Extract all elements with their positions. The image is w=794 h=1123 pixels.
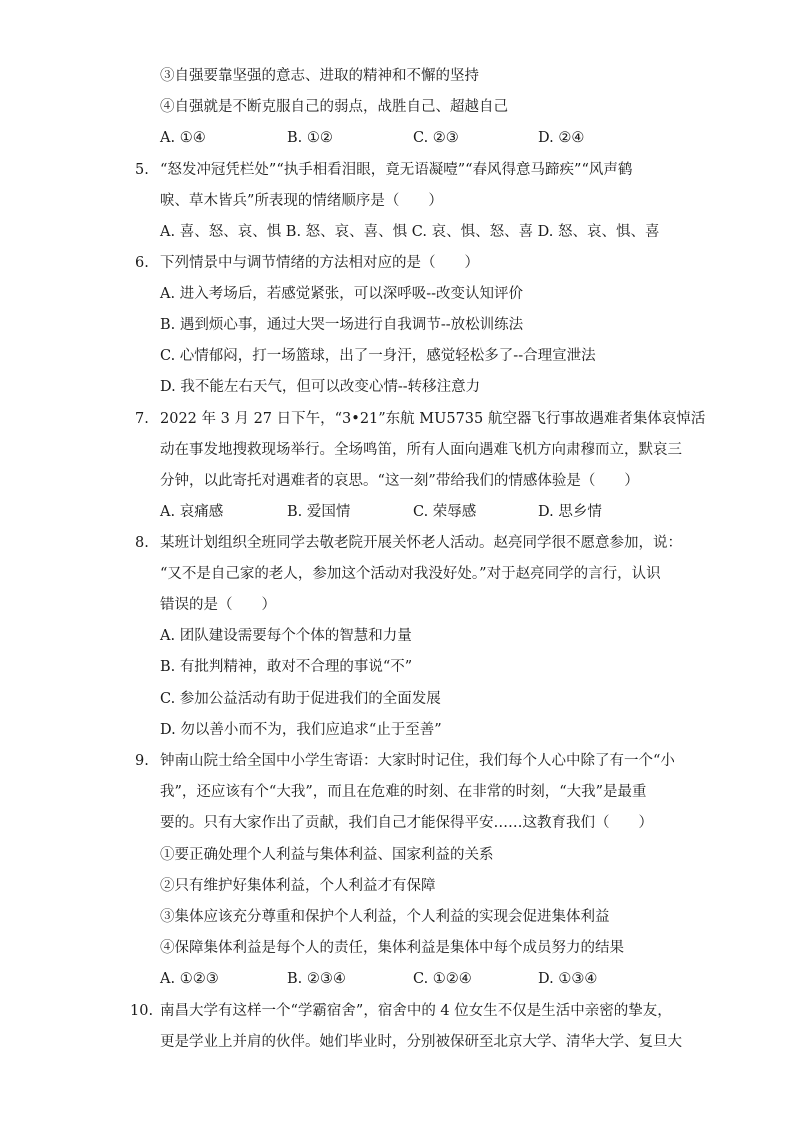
q9-statement-4: ④保障集体利益是每个人的责任，集体利益是集体中每个成员努力的结果	[160, 940, 624, 956]
q6-stem: 下列情景中与调节情绪的方法相对应的是（ ）	[160, 255, 479, 271]
q6-option-b: B. 遇到烦心事，通过大哭一场进行自我调节--放松训练法	[160, 317, 524, 333]
q10-number: 10.	[130, 1003, 154, 1019]
q8-option-c: C. 参加公益活动有助于促进我们的全面发展	[160, 691, 441, 707]
q9-statement-1: ①要正确处理个人利益与集体利益、国家利益的关系	[160, 847, 494, 863]
q4-statement-4: ④自强就是不断克服自己的弱点，战胜自己、超越自己	[160, 99, 508, 115]
q9-statement-3: ③集体应该充分尊重和保护个人利益，个人利益的实现会促进集体利益	[160, 909, 610, 925]
q5-number: 5.	[135, 162, 149, 178]
q7-stem-line-1: 2022 年 3 月 27 日下午，“3•21”东航 MU5735 航空器飞行事故遇难者集体哀悼活	[160, 411, 706, 427]
q9-stem-line-1: 钟南山院士给全国中小学生寄语：大家时时记住，我们每个人心中除了有一个“小	[160, 753, 675, 769]
q9-option-c: C. ①②④	[413, 971, 472, 987]
q7-option-b: B. 爱国情	[287, 504, 351, 520]
q7-option-c: C. 荣辱感	[413, 504, 477, 520]
q7-number: 7.	[135, 411, 149, 427]
q6-option-c: C. 心情郁闷，打一场篮球，出了一身汗，感觉轻松多了--合理宣泄法	[160, 348, 596, 364]
q7-option-a: A. 哀痛感	[160, 504, 224, 520]
q6-number: 6.	[135, 255, 149, 271]
q4-option-c: C. ②③	[413, 130, 459, 146]
q10-stem-line-2: 更是学业上并肩的伙伴。她们毕业时，分别被保研至北京大学、清华大学、复旦大	[160, 1034, 682, 1050]
q4-option-a: A. ①④	[160, 130, 206, 146]
q9-option-a: A. ①②③	[160, 971, 219, 987]
q6-option-a: A. 进入考场后，若感觉紧张，可以深呼吸--改变认知评价	[160, 286, 523, 302]
q5-options: A. 喜、怒、哀、惧 B. 怒、哀、喜、惧 C. 哀、惧、怒、喜 D. 怒、哀、惧、喜	[160, 224, 660, 240]
q9-statement-2: ②只有维护好集体利益，个人利益才有保障	[160, 878, 436, 894]
q6-option-d: D. 我不能左右天气，但可以改变心情--转移注意力	[160, 379, 481, 395]
q8-stem-line-1: 某班计划组织全班同学去敬老院开展关怀老人活动。赵亮同学很不愿意参加，说：	[160, 535, 682, 551]
q4-option-b: B. ①②	[287, 130, 333, 146]
q10-stem-line-1: 南昌大学有这样一个“学霸宿舍”，宿舍中的 4 位女生不仅是生活中亲密的挚友，	[160, 1003, 672, 1019]
q9-number: 9.	[135, 753, 149, 769]
q4-option-d: D. ②④	[538, 130, 585, 146]
q4-statement-3: ③自强要靠坚强的意志、进取的精神和不懈的坚持	[160, 68, 479, 84]
q9-option-d: D. ①③④	[538, 971, 598, 987]
q7-stem-line-3: 分钟，以此寄托对遇难者的哀思。“这一刻”带给我们的情感体验是（ ）	[160, 473, 639, 489]
q9-option-b: B. ②③④	[287, 971, 346, 987]
q5-stem-line-2: 唳、草木皆兵”所表现的情绪顺序是（ ）	[160, 193, 443, 209]
q8-stem-line-3: 错误的是（ ）	[160, 597, 276, 613]
q7-stem-line-2: 动在事发地搜救现场举行。全场鸣笛，所有人面向遇难飞机方向肃穆而立，默哀三	[160, 442, 682, 458]
q9-stem-line-3: 要的。只有大家作出了贡献，我们自己才能保得平安……这教育我们（ ）	[160, 815, 653, 831]
q8-option-a: A. 团队建设需要每个个体的智慧和力量	[160, 628, 412, 644]
q5-stem-line-1: “怒发冲冠凭栏处”“执手相看泪眼，竟无语凝噎”“春风得意马蹄疾”“风声鹤	[160, 162, 633, 178]
q7-option-d: D. 思乡情	[538, 504, 602, 520]
q8-stem-line-2: “又不是自己家的老人，参加这个活动对我没好处。”对于赵亮同学的言行，认识	[160, 566, 661, 582]
q8-option-b: B. 有批判精神，敢对不合理的事说“不”	[160, 659, 413, 675]
q9-stem-line-2: 我”，还应该有个“大我”，而且在危难的时刻、在非常的时刻，“大我”是最重	[160, 784, 647, 800]
q8-option-d: D. 勿以善小而不为，我们应追求“止于至善”	[160, 722, 442, 738]
q8-number: 8.	[135, 535, 149, 551]
